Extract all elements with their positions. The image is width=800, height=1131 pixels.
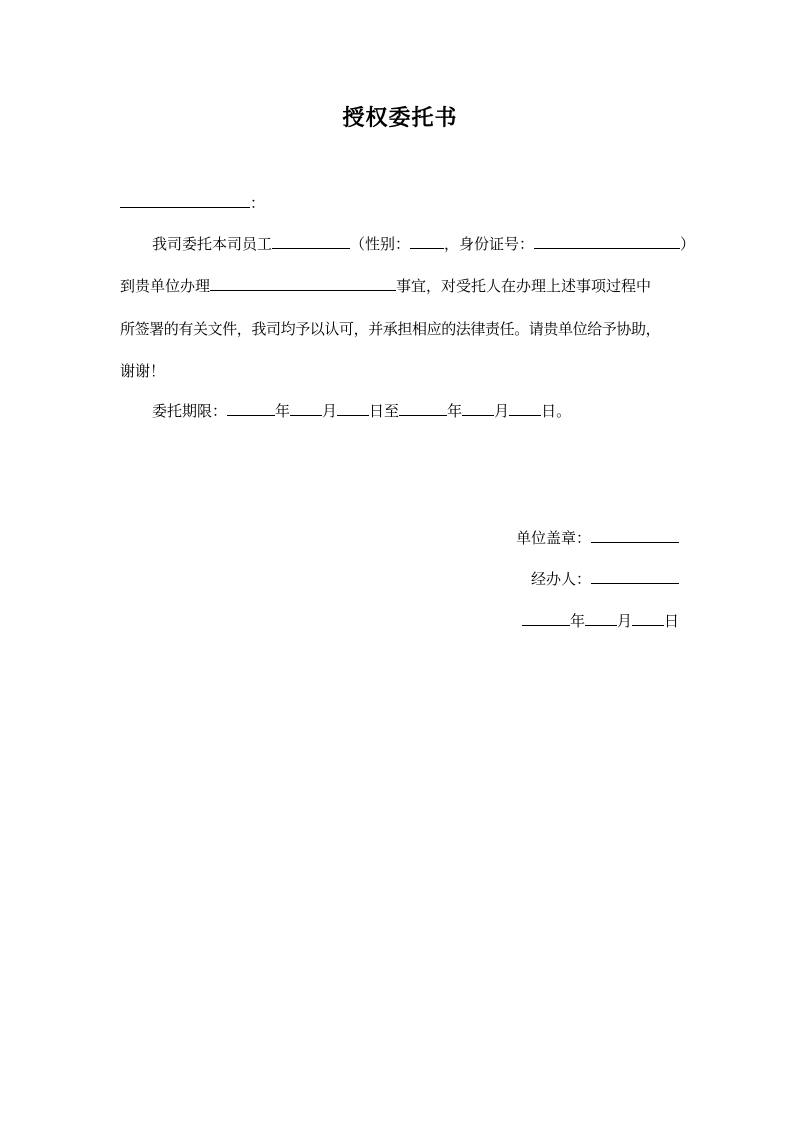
end-month-blank[interactable]: [462, 400, 494, 416]
handler-blank[interactable]: [591, 568, 679, 584]
para1-line4: 谢谢！: [120, 362, 166, 380]
sign-day-label: 日: [663, 612, 679, 630]
para1-line1-b: （性别：: [350, 235, 411, 253]
seal-line: [516, 527, 679, 549]
sign-month-label: 月: [616, 612, 632, 630]
start-year-label: 年: [275, 402, 291, 420]
para1-line1-d: ）: [680, 235, 696, 253]
addressee-line: [120, 192, 265, 214]
id-number-blank[interactable]: [534, 233, 680, 249]
period-line: [152, 400, 571, 422]
addressee-blank[interactable]: [120, 192, 250, 208]
start-month-blank[interactable]: [290, 400, 322, 416]
para1-line3: 所签署的有关文件，我司均予以认可，并承担相应的法律责任。请贵单位给予协助，: [120, 320, 661, 338]
para1-line1-a: 我司委托本司员工: [152, 235, 273, 253]
para1-line2-a: 到贵单位办理: [120, 277, 211, 295]
start-month-label: 月: [322, 402, 338, 420]
end-year-label: 年: [447, 402, 463, 420]
addressee-colon: ：: [250, 194, 266, 212]
seal-blank[interactable]: [591, 527, 679, 543]
employee-name-blank[interactable]: [272, 233, 350, 249]
matter-blank[interactable]: [210, 275, 396, 291]
handler-label: 经办人：: [530, 570, 591, 588]
para1-line2-b: 事宜，对受托人在办理上述事项过程中: [396, 277, 652, 295]
end-year-blank[interactable]: [399, 400, 447, 416]
sign-year-label: 年: [569, 612, 585, 630]
start-day-blank[interactable]: [337, 400, 369, 416]
para1-line1: [152, 233, 695, 255]
sign-year-blank[interactable]: [522, 610, 570, 626]
seal-label: 单位盖章：: [515, 529, 591, 547]
start-day-to-label: 日至: [369, 402, 400, 420]
gender-blank[interactable]: [410, 233, 444, 249]
handler-line: [531, 568, 679, 590]
end-day-blank[interactable]: [509, 400, 541, 416]
end-month-label: 月: [494, 402, 510, 420]
sign-month-blank[interactable]: [585, 610, 617, 626]
period-label: 委托期限：: [152, 402, 228, 420]
sign-date-line: [522, 610, 679, 632]
sign-day-blank[interactable]: [632, 610, 664, 626]
para1-line2: [120, 275, 651, 297]
para1-line1-c: ，身份证号：: [444, 235, 535, 253]
end-day-label: 日。: [541, 402, 572, 420]
start-year-blank[interactable]: [227, 400, 275, 416]
document-title: 授权委托书: [342, 105, 458, 131]
